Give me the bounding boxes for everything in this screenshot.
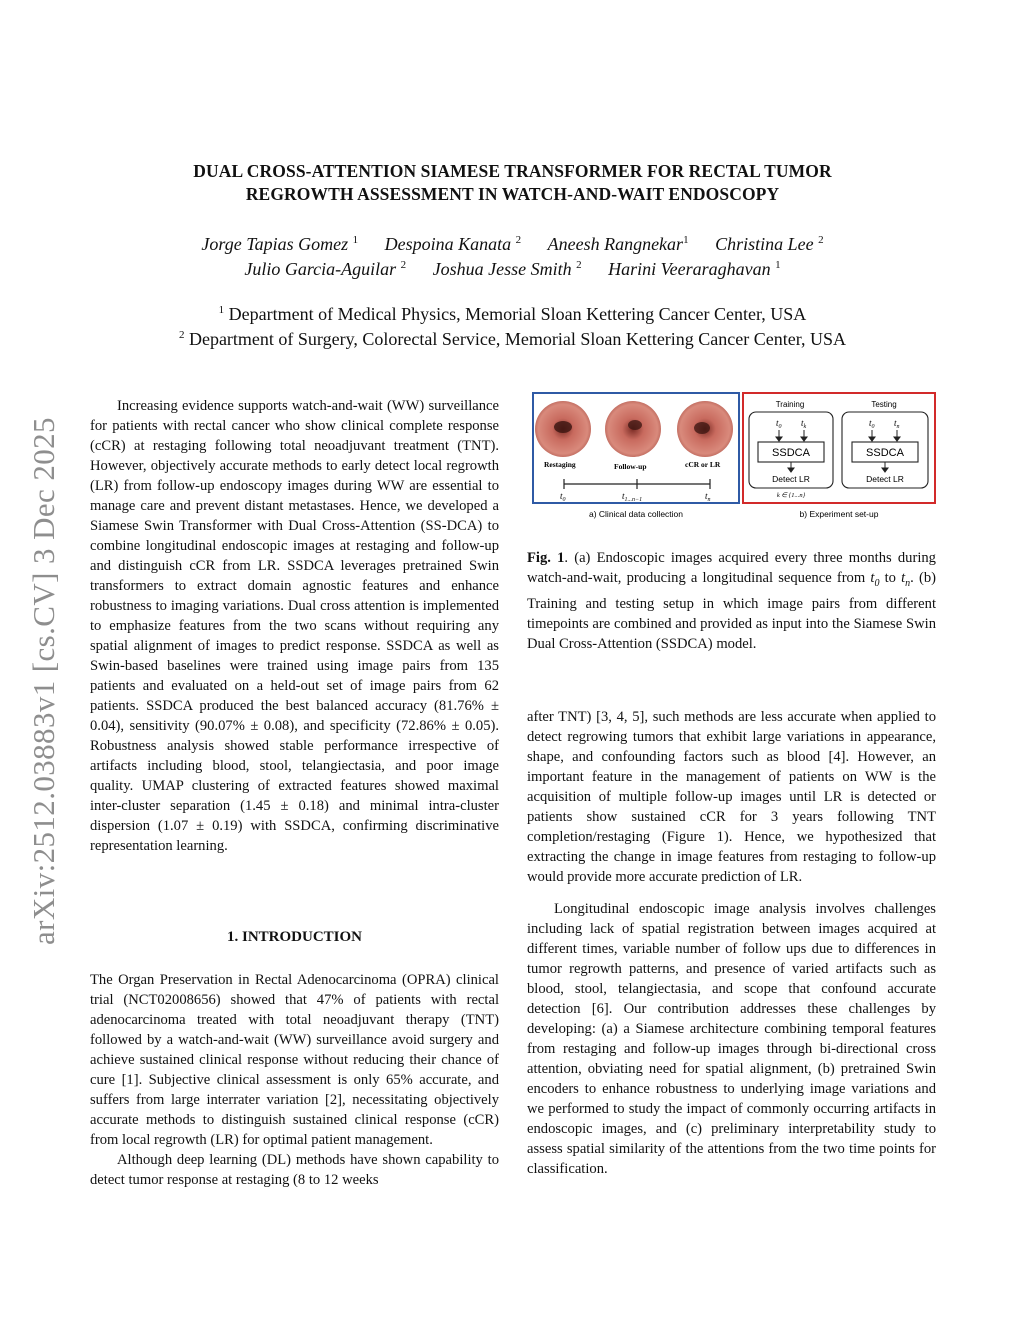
panel-a-subtitle: a) Clinical data collection xyxy=(588,509,684,519)
intro-left-column xyxy=(90,970,499,1190)
intro-paragraph-2: Although deep learning (DL) methods have shown capability to detect tumor response at restaging (8 to 12 weeks xyxy=(90,1152,499,1188)
affiliation-2: $^2$ Department of Surgery, Colorectal Service, Memorial Sloan Kettering Cancer Center, USA xyxy=(178,329,847,349)
author: Despoina Kanata $^2$ xyxy=(384,234,522,254)
author-list xyxy=(90,232,935,282)
label-restaging: Restaging xyxy=(544,460,576,469)
ssdca-label-train: SSDCA xyxy=(772,447,810,459)
train-input-tk: $t_k$ xyxy=(801,418,807,430)
title-line-1: DUAL CROSS-ATTENTION SIAMESE TRANSFORMER FOR RECTAL TUMOR xyxy=(193,161,832,181)
intro-paragraph-4: Longitudinal endoscopic image analysis involves challenges including lack of spatial registration between images acquired at different times, variable number of follow ups due to differences in tumor regrowth patterns, and presence of varied artifacts such as blood, stool, telangiectasia, and scope that confound accurate detection [6]. Our contribution addresses these challenges by developing: (a) a Siamese architecture combining temporal features from restaging and follow-up images through bi-directional cross attention, obviating need for spatial alignment, (b) pretrained Swin encoders to enhance robustness to underlying image variations and we performed to study the impact of commonly occurring artifacts in endoscopic images, and (c) preliminary interpretability study to assess spatial similarity of the attentions from the two time points for classification. xyxy=(527,901,936,1177)
affiliations xyxy=(90,302,935,352)
author: Harini Veeraraghavan $^1$ xyxy=(608,259,781,279)
abstract xyxy=(90,396,499,856)
caption-label: Fig. 1 xyxy=(527,550,565,566)
ssdca-label-test: SSDCA xyxy=(866,447,904,459)
panel-b-subtitle: b) Experiment set-up xyxy=(799,509,879,519)
authors-line-1 xyxy=(90,232,935,257)
section-heading-introduction: 1. INTRODUCTION xyxy=(226,929,362,945)
test-input-tn: $t_n$ xyxy=(894,418,900,430)
test-input-t0: $t_0$ xyxy=(869,418,875,430)
caption-t0: $t_0$ xyxy=(870,570,880,589)
output-arrows xyxy=(788,462,888,472)
k-range: k ∈ {1...n} xyxy=(776,492,806,499)
authors-line-2 xyxy=(90,257,935,282)
timepoint-t0: $t_0$ xyxy=(560,491,566,503)
label-follow-up: Follow-up xyxy=(614,462,647,471)
paper-title xyxy=(90,160,935,206)
lumen xyxy=(694,422,710,434)
author: Joshua Jesse Smith $^2$ xyxy=(432,259,582,279)
author: Julio Garcia-Aguilar $^2$ xyxy=(244,259,407,279)
training-title: Training xyxy=(775,400,805,409)
lumen xyxy=(628,420,642,430)
arxiv-side-stamp: arXiv:2512.03883v1 [cs.CV] 3 Dec 2025 xyxy=(26,417,61,945)
detect-lr-test: Detect LR xyxy=(866,474,904,484)
title-line-2: REGROWTH ASSESSMENT IN WATCH-AND-WAIT ENDOSCOPY xyxy=(245,184,780,204)
caption-tn: $t_n$ xyxy=(901,570,911,589)
timepoint-t1-n-1: $t_{1...n-1}$ xyxy=(622,491,643,503)
author: Christina Lee $^2$ xyxy=(715,234,824,254)
testing-title: Testing xyxy=(871,400,897,409)
train-input-t0: $t_0$ xyxy=(776,418,782,430)
intro-paragraph-1: The Organ Preservation in Rectal Adenocarcinoma (OPRA) clinical trial (NCT02008656) showed that 47% of patients with rectal adenocarcinoma treated with total neoadjuvant therapy (TNT) followed by a watch-and-wait (WW) surveillance avoid surgery and achieve sustained clinical response without reducing their chance of cure [1]. Subjective clinical assessment is only 65% accurate, and suffers from large interrater variation [2], necessitating objectively accurate methods to distinguish sustained clinical response (cCR) from local regrowth (LR) for optimal patient management. xyxy=(90,972,499,1148)
detect-lr-train: Detect LR xyxy=(772,474,810,484)
intro-paragraph-3: after TNT) [3, 4, 5], such methods are less accurate when applied to detect regrowing tumors that exhibit large variations in appearance, shape, and confounding factors such as blood [4]. However, an important feature in the management of patients on WW is the acquisition of multiple follow-up images until LR is detected or patients show sustained cCR for 3 years following TNT completion/restaging (Figure 1). Hence, we hypothesized that extracting the change in image features from restaging to follow-up would provide more accurate prediction of LR. xyxy=(527,709,936,885)
abstract-text: Increasing evidence supports watch-and-wait (WW) surveillance for patients with rectal cancer who show clinical complete response (cCR) at restaging following total neoadjuvant treatment (TNT). However, objectively accurate methods to early detect local regrowth (LR) from follow-up endoscopy images during WW are essential to manage care and prevent distant metastases. Hence, we developed a Siamese Swin Transformer with Dual Cross-Attention (SS-DCA) to combine longitudinal endoscopic images at restaging and follow-up and distinguish cCR from LR. SSDCA leverages pretrained Swin transformers to extract domain agnostic features and enhance robustness to imaging variations. Dual cross attention is implemented to emphasize features from the two scans without requiring any spatial alignment of images to predict response. SSDCA as well as Swin-based baselines were trained using image pairs from 135 patients and evaluated on a held-out set of image pairs from 62 patients. SSDCA produced the best balanced accuracy (81.76% ± 0.04), sensitivity (90.07% ± 0.08), and specificity (72.86% ± 0.05). Robustness analysis showed stable performance irrespective of artifacts including blood, stool, telangiectasia, and poor image quality. UMAP clustering of extracted features showed maximal inter-cluster separation (1.45 ± 0.18) and minimal intra-cluster dispersion (1.07 ± 0.19) with SSDCA, confirming discriminative representation learning. xyxy=(90,398,499,854)
affiliation-1: $^1$ Department of Medical Physics, Memorial Sloan Kettering Cancer Center, USA xyxy=(218,304,807,324)
intro-right-column xyxy=(527,707,936,1179)
label-outcome: cCR or LR xyxy=(685,460,721,469)
author: Aneesh Rangnekar$^1$ xyxy=(547,234,689,254)
author: Jorge Tapias Gomez $^1$ xyxy=(201,234,359,254)
lumen xyxy=(554,421,572,433)
input-arrows xyxy=(776,430,900,441)
figure-1-caption: Fig. 1. (a) Endoscopic images acquired every three months during watch-and-wait, producing a longitudinal sequence from $t_0$ to $t_n$. (b) Training and testing setup in which image pairs from different timepoints are combined and provided as input into the Siamese Swin Dual Cross-Attention (SSDCA) model. xyxy=(527,550,936,652)
figure-1 xyxy=(532,392,937,520)
timepoint-tn: $t_n$ xyxy=(705,491,711,503)
